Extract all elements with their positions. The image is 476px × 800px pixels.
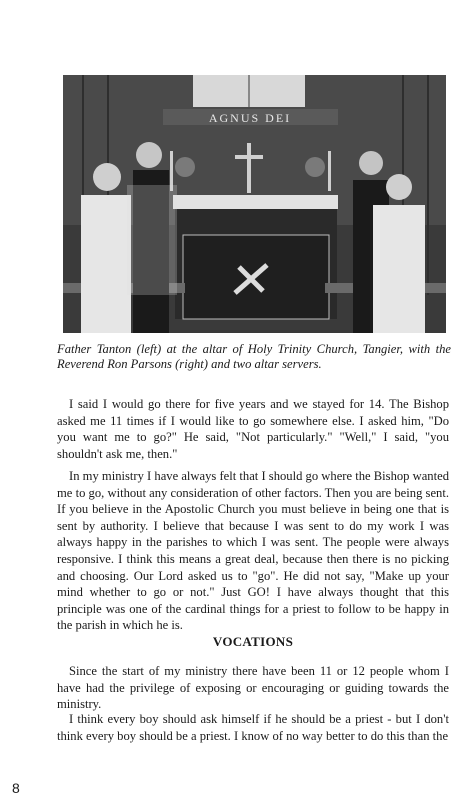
paragraph-text: I think every boy should ask himself if he should be a priest - but I don't think every boy should be a priest. I know of no way better to do this than the	[57, 712, 449, 743]
vocations-paragraph-1	[57, 663, 449, 713]
body-paragraph-2	[57, 468, 449, 634]
section-heading: VOCATIONS	[212, 634, 294, 649]
body-paragraph-1	[57, 396, 449, 462]
altar-photograph	[63, 75, 446, 333]
vocations-paragraph-2	[57, 711, 449, 744]
banner-text: AGNUS DEI	[208, 111, 292, 125]
page-number: 8	[12, 780, 20, 796]
paragraph-text: I said I would go there for five years and we stayed for 14. The Bishop asked me 11 times if I would like to go somewhere else. I asked him, "Do you want me to go?" He said, "Not particularly." "Well," I said, "you shouldn't ask me, then."	[57, 397, 449, 461]
paragraph-text: In my ministry I have always felt that I should go where the Bishop wanted me to go, without any consideration of other factors. Then you are being sent. If you believe in the Apostolic Church you must believe in being one that is sent by authority. I believe that because I was sent to do my work I was always happy in the parishes to which I was sent. The people were always responsive. I think this means a great deal, because then there is no picking and choosing. Our Lord asked us to "go". He did not say, "Make up your mind whether to go or not." Just GO! I have always thought that this principle was one of the cardinal things for a priest to follow to be happy in the parish in which he is.	[57, 469, 449, 633]
paragraph-text: Since the start of my ministry there have been 11 or 12 people whom I have had the privilege of exposing or encouraging or guiding towards the ministry.	[57, 664, 449, 712]
photo-caption: Father Tanton (left) at the altar of Holy Trinity Church, Tangier, with the Reverend Ron Parsons (right) and two altar servers.	[57, 342, 451, 371]
